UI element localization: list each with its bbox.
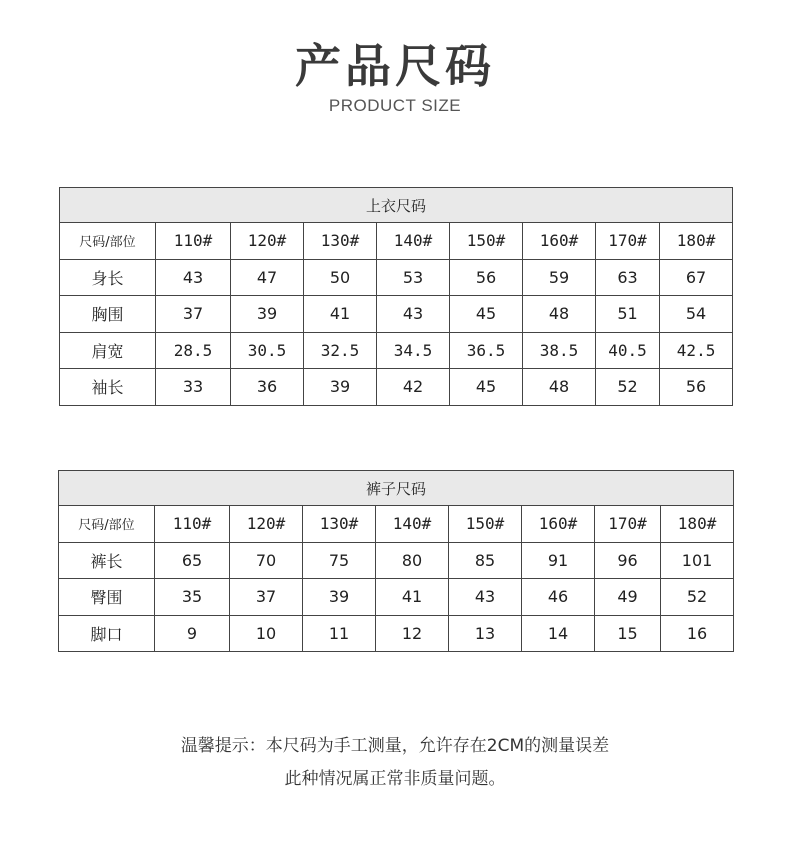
table-cell: 39	[303, 579, 376, 616]
table-cell: 47	[231, 259, 304, 296]
size-header: 130#	[303, 506, 376, 543]
table-cell: 38.5	[523, 332, 596, 369]
table-cell: 45	[450, 369, 523, 406]
size-header: 150#	[449, 506, 522, 543]
size-header: 110#	[155, 506, 230, 543]
table-cell: 85	[449, 542, 522, 579]
table-cell: 52	[661, 579, 734, 616]
table-cell: 50	[304, 259, 377, 296]
table-cell: 42	[377, 369, 450, 406]
table-cell: 56	[660, 369, 733, 406]
measurement-notice-continued: 此种情况属正常非质量问题。	[284, 769, 506, 789]
table-cell: 36	[231, 369, 304, 406]
size-header: 180#	[661, 506, 734, 543]
table-cell: 101	[661, 542, 734, 579]
table-cell: 28.5	[156, 332, 231, 369]
size-header: 180#	[660, 223, 733, 260]
table-cell: 56	[450, 259, 523, 296]
table-cell: 11	[303, 615, 376, 652]
table-cell: 45	[450, 296, 523, 333]
size-header: 160#	[523, 223, 596, 260]
table-cell: 14	[522, 615, 595, 652]
row-label: 肩宽	[60, 332, 156, 369]
table-cell: 54	[660, 296, 733, 333]
table-cell: 41	[304, 296, 377, 333]
table-row	[59, 615, 734, 652]
table-cell: 46	[522, 579, 595, 616]
table-row	[60, 332, 733, 369]
table-cell: 48	[523, 369, 596, 406]
table-cell: 39	[231, 296, 304, 333]
row-label: 胸围	[60, 296, 156, 333]
row-label: 身长	[60, 259, 156, 296]
table-cell: 43	[156, 259, 231, 296]
table-cell: 32.5	[304, 332, 377, 369]
table-cell: 52	[596, 369, 660, 406]
table-cell: 67	[660, 259, 733, 296]
table-cell: 43	[449, 579, 522, 616]
table-cell: 70	[230, 542, 303, 579]
measurement-notice: 温馨提示：本尺码为手工测量，允许存在2CM的测量误差	[180, 736, 610, 756]
table-cell: 80	[376, 542, 449, 579]
table-cell: 59	[523, 259, 596, 296]
table-cell: 40.5	[596, 332, 660, 369]
size-header: 120#	[231, 223, 304, 260]
table-cell: 75	[303, 542, 376, 579]
table-cell: 96	[595, 542, 661, 579]
size-header: 160#	[522, 506, 595, 543]
row-label: 袖长	[60, 369, 156, 406]
size-header: 140#	[376, 506, 449, 543]
table-row	[59, 542, 734, 579]
size-header: 140#	[377, 223, 450, 260]
table-cell: 63	[596, 259, 660, 296]
table-cell: 36.5	[450, 332, 523, 369]
size-header: 170#	[595, 506, 661, 543]
table-cell: 65	[155, 542, 230, 579]
table-cell: 34.5	[377, 332, 450, 369]
pants-size-table	[58, 470, 734, 652]
corner-label: 尺码/部位	[60, 223, 156, 260]
table-cell: 35	[155, 579, 230, 616]
table-row	[59, 579, 734, 616]
table-cell: 51	[596, 296, 660, 333]
row-label: 脚口	[59, 615, 155, 652]
table-cell: 10	[230, 615, 303, 652]
table-row	[60, 259, 733, 296]
corner-label: 尺码/部位	[59, 506, 155, 543]
size-header: 150#	[450, 223, 523, 260]
table-cell: 37	[230, 579, 303, 616]
table-header-row	[60, 223, 733, 260]
table-cell: 41	[376, 579, 449, 616]
page-subtitle: PRODUCT SIZE	[328, 96, 462, 115]
table-cell: 49	[595, 579, 661, 616]
table-cell: 43	[377, 296, 450, 333]
row-label: 裤长	[59, 542, 155, 579]
size-header: 120#	[230, 506, 303, 543]
size-header: 110#	[156, 223, 231, 260]
size-header: 170#	[596, 223, 660, 260]
table-caption: 上衣尺码	[60, 188, 733, 223]
table-cell: 39	[304, 369, 377, 406]
table-cell: 15	[595, 615, 661, 652]
row-label: 臀围	[59, 579, 155, 616]
tops-size-table	[59, 187, 733, 406]
table-caption: 裤子尺码	[59, 471, 734, 506]
table-cell: 12	[376, 615, 449, 652]
table-cell: 9	[155, 615, 230, 652]
table-header-row	[59, 506, 734, 543]
table-row	[60, 369, 733, 406]
table-cell: 37	[156, 296, 231, 333]
table-cell: 53	[377, 259, 450, 296]
size-header: 130#	[304, 223, 377, 260]
table-cell: 42.5	[660, 332, 733, 369]
table-cell: 16	[661, 615, 734, 652]
table-cell: 48	[523, 296, 596, 333]
table-cell: 33	[156, 369, 231, 406]
table-cell: 30.5	[231, 332, 304, 369]
page-title: 产品尺码	[295, 39, 495, 93]
table-cell: 91	[522, 542, 595, 579]
table-row	[60, 296, 733, 333]
table-cell: 13	[449, 615, 522, 652]
